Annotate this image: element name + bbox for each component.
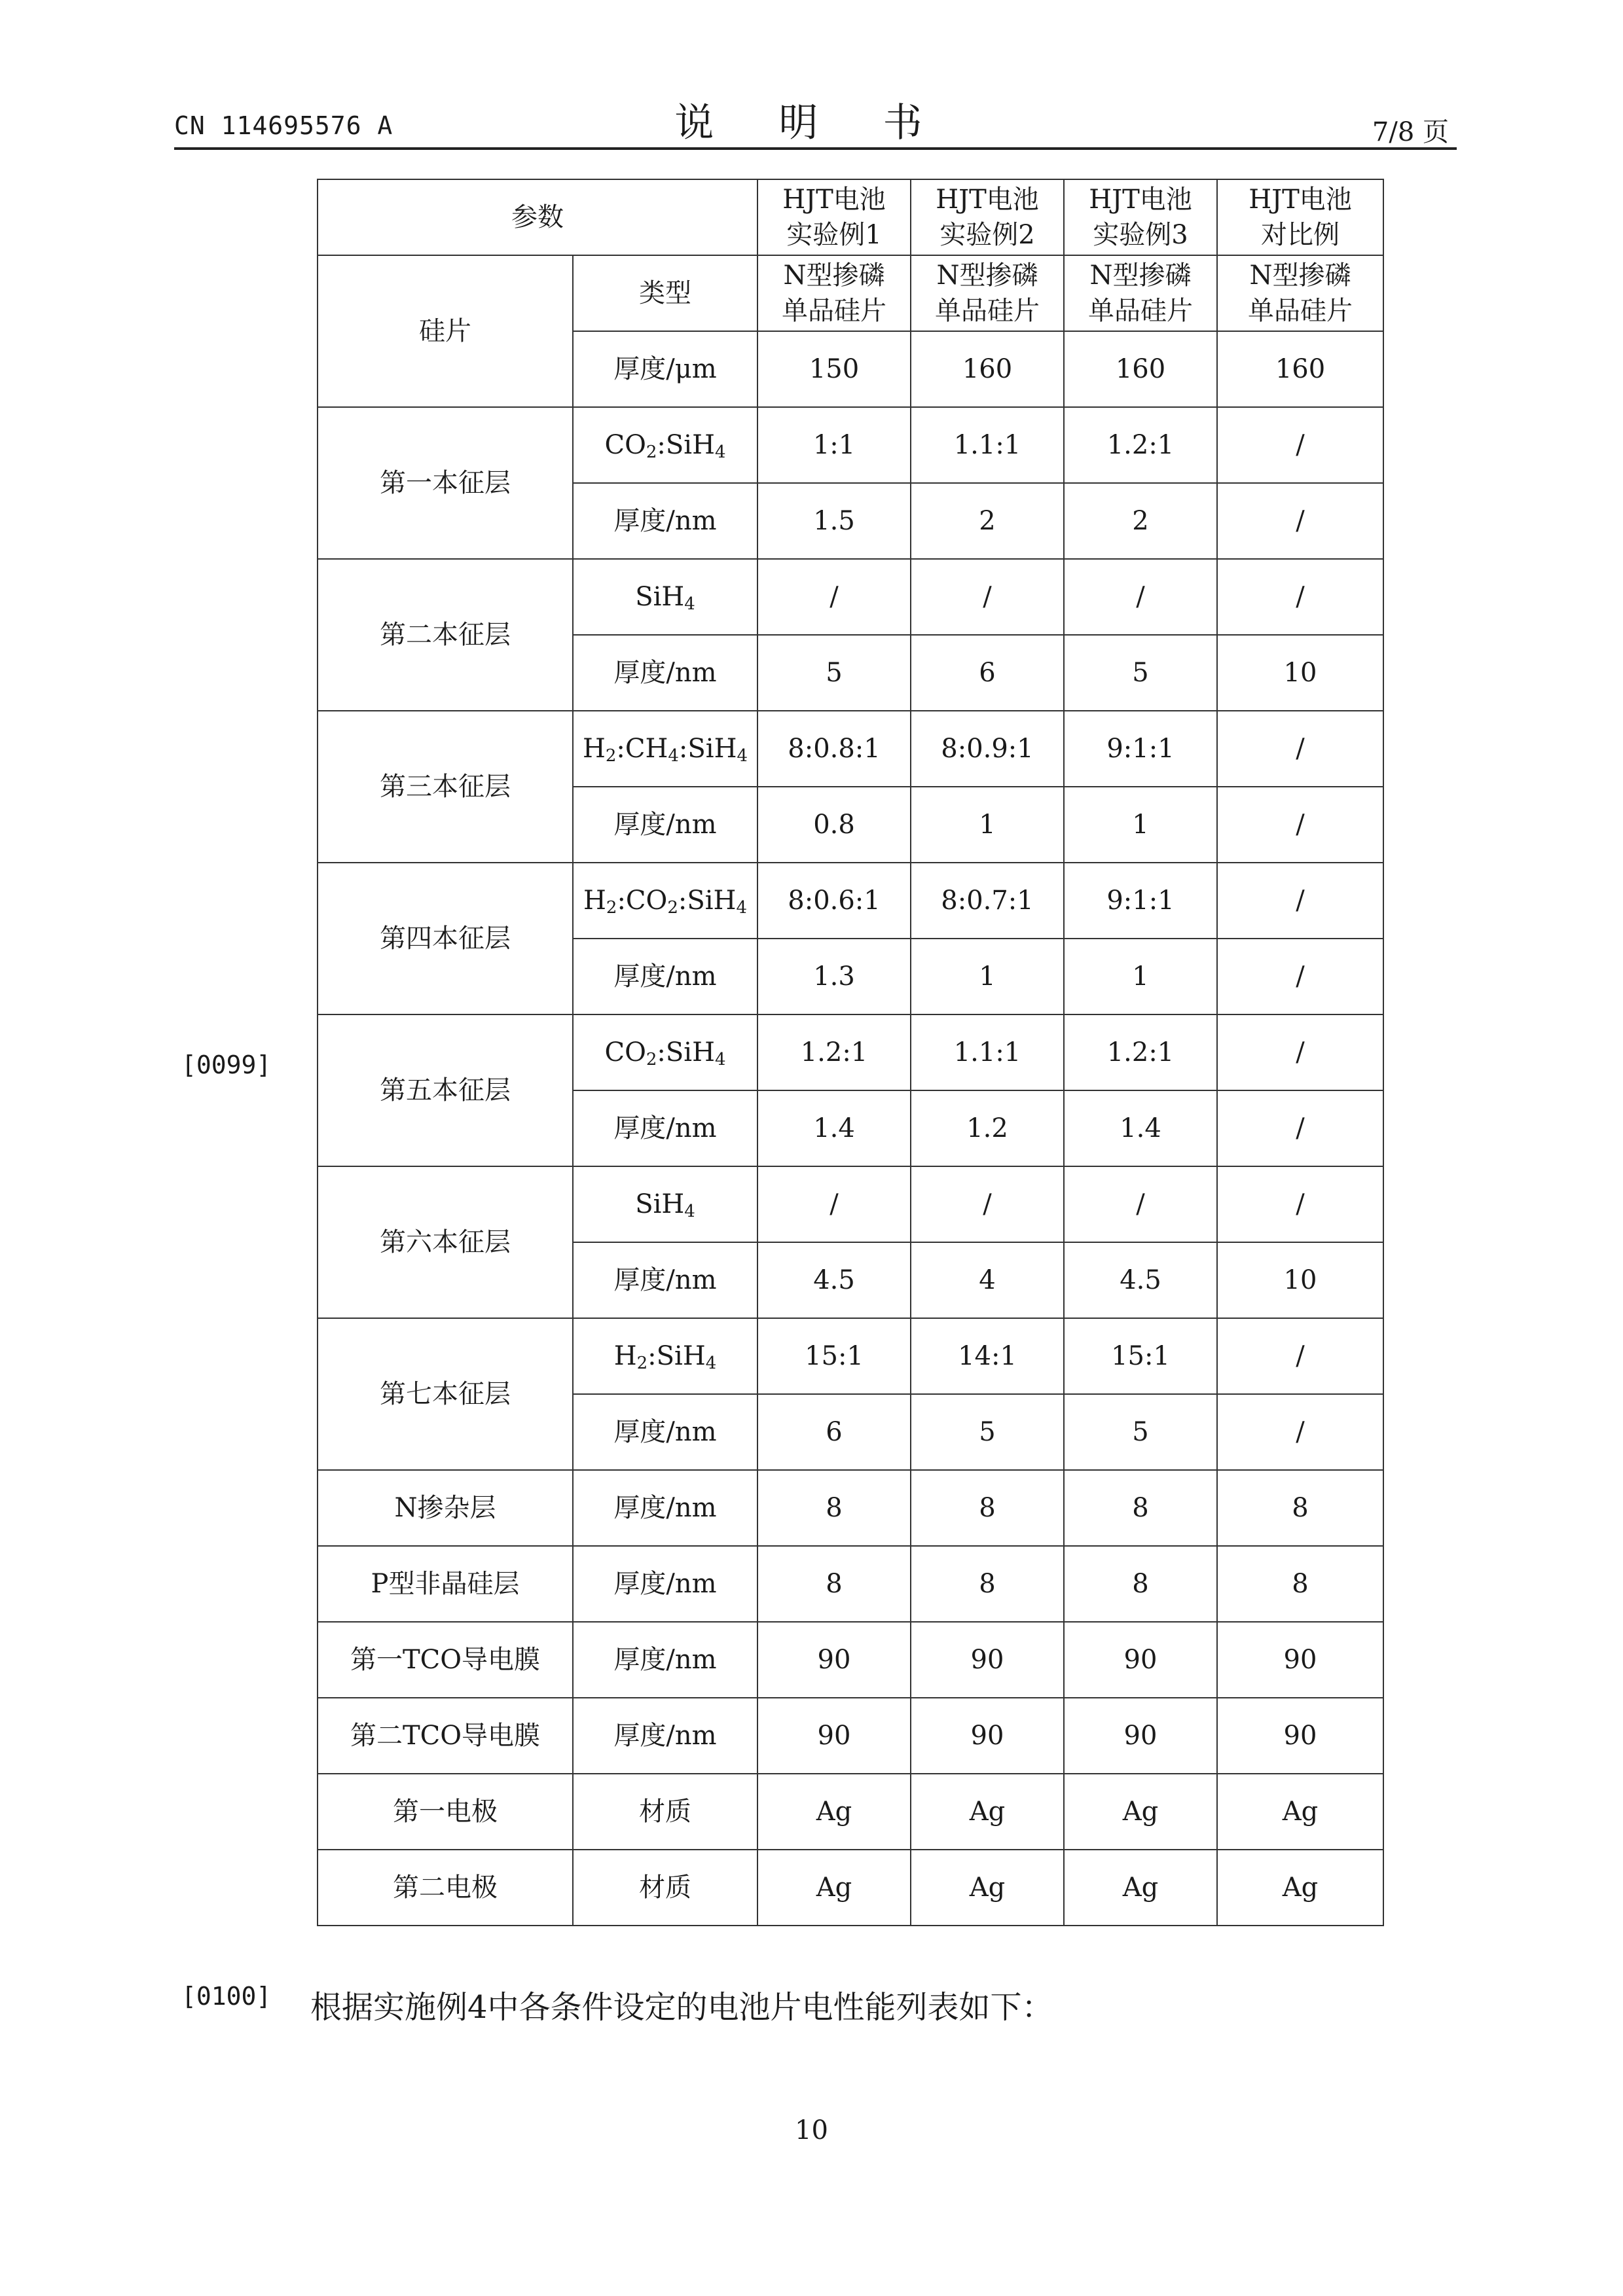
header-col4-line2: 对比例: [1261, 220, 1340, 250]
value-cell: 4: [911, 1242, 1064, 1318]
row-label-cell: 厚度/μm: [573, 331, 757, 407]
row-label-cell: 厚度/nm: [573, 1622, 757, 1698]
table-row: [318, 407, 1383, 483]
value-cell: /: [1217, 1394, 1383, 1470]
value-line: N型掺磷: [783, 260, 885, 291]
value-cell: 4.5: [757, 1242, 911, 1318]
row-label-cell: 厚度/nm: [573, 635, 757, 711]
row-label-cell: $CO_2:SiH_4$: [573, 407, 757, 483]
value-line: N型掺磷: [1089, 260, 1192, 291]
value-cell: 1.2: [911, 1090, 1064, 1166]
table-row: [318, 1166, 1383, 1242]
value-cell: 160: [1064, 331, 1217, 407]
value-cell: /: [1217, 483, 1383, 559]
table-row: [318, 1470, 1383, 1546]
header-col2: [911, 179, 1064, 255]
doc-number: CN 114695576 A: [174, 111, 393, 140]
header-rule: [174, 147, 1457, 150]
row-label-cell: 厚度/nm: [573, 1470, 757, 1546]
value-cell: 8: [911, 1470, 1064, 1546]
value-cell: /: [1217, 787, 1383, 863]
row-label-cell: 厚度/nm: [573, 1242, 757, 1318]
header-col1-line2: 实验例1: [786, 220, 882, 250]
row-label-cell: $H_2:CH_4:SiH_4$: [573, 711, 757, 787]
value-cell: 15:1: [757, 1318, 911, 1394]
value-cell: 1: [1064, 787, 1217, 863]
value-cell: /: [757, 559, 911, 635]
value-cell: 1.3: [757, 939, 911, 1014]
value-cell: 10: [1217, 635, 1383, 711]
value-cell: 90: [757, 1622, 911, 1698]
value-cell: 8:0.7:1: [911, 863, 1064, 939]
header-param: 参数: [318, 179, 757, 255]
group-name-cell: 第二本征层: [318, 559, 573, 711]
table-row: [318, 255, 1383, 331]
row-label-cell: $CO_2:SiH_4$: [573, 1014, 757, 1090]
value-cell: /: [1217, 559, 1383, 635]
value-cell: 160: [1217, 331, 1383, 407]
value-cell: /: [1217, 1166, 1383, 1242]
value-cell: /: [1217, 711, 1383, 787]
value-cell: /: [1217, 863, 1383, 939]
value-cell: /: [1217, 939, 1383, 1014]
table-row: [318, 559, 1383, 635]
row-label-cell: 厚度/nm: [573, 787, 757, 863]
header-col1-line1: HJT电池: [782, 185, 886, 215]
value-cell: 1.2:1: [1064, 1014, 1217, 1090]
table-row: [318, 1698, 1383, 1774]
row-label-cell: 厚度/nm: [573, 1546, 757, 1622]
value-cell: 1.1:1: [911, 1014, 1064, 1090]
value-cell: 8: [757, 1546, 911, 1622]
value-cell: /: [1064, 1166, 1217, 1242]
group-name-cell: 第五本征层: [318, 1014, 573, 1166]
value-cell: 15:1: [1064, 1318, 1217, 1394]
row-label-cell: SiH$_4$: [573, 1166, 757, 1242]
value-cell: Ag: [1064, 1774, 1217, 1850]
value-cell: /: [1217, 407, 1383, 483]
value-cell: /: [911, 1166, 1064, 1242]
row-label-cell: $H_2:CO_2:SiH_4$: [573, 863, 757, 939]
value-cell: Ag: [1064, 1850, 1217, 1926]
value-cell: [911, 255, 1064, 331]
header-col2-line2: 实验例2: [939, 220, 1035, 250]
value-cell: Ag: [911, 1850, 1064, 1926]
value-cell: 90: [911, 1698, 1064, 1774]
value-cell: 2: [911, 483, 1064, 559]
header-col3-line1: HJT电池: [1089, 185, 1192, 215]
value-cell: 9:1:1: [1064, 863, 1217, 939]
group-name-cell: 第二TCO导电膜: [318, 1698, 573, 1774]
page-of: 7/8 页: [1372, 117, 1449, 147]
value-cell: Ag: [1217, 1774, 1383, 1850]
group-name-cell: 第二电极: [318, 1850, 573, 1926]
value-cell: 90: [1064, 1622, 1217, 1698]
value-cell: 150: [757, 331, 911, 407]
row-label-cell: 类型: [573, 255, 757, 331]
header-col3-line2: 实验例3: [1093, 220, 1188, 250]
value-cell: /: [1064, 559, 1217, 635]
value-line: N型掺磷: [936, 260, 1038, 291]
value-cell: 6: [911, 635, 1064, 711]
value-cell: 160: [911, 331, 1064, 407]
value-cell: 8:0.9:1: [911, 711, 1064, 787]
group-name-cell: 第六本征层: [318, 1166, 573, 1318]
table-row: [318, 1318, 1383, 1394]
table-row: [318, 711, 1383, 787]
value-cell: 90: [1064, 1698, 1217, 1774]
value-cell: 1:1: [757, 407, 911, 483]
value-cell: 1.4: [1064, 1090, 1217, 1166]
value-cell: Ag: [757, 1774, 911, 1850]
row-label-cell: SiH$_4$: [573, 559, 757, 635]
value-cell: 90: [1217, 1698, 1383, 1774]
group-name-cell: 第四本征层: [318, 863, 573, 1014]
value-cell: 1.4: [757, 1090, 911, 1166]
value-line: 单品硅片: [1088, 296, 1193, 326]
group-name-cell: 第一本征层: [318, 407, 573, 559]
table-header-row: [318, 179, 1383, 255]
value-cell: [1217, 255, 1383, 331]
paragraph-number-0100: [0100]: [181, 1982, 272, 2011]
value-cell: 8: [1064, 1546, 1217, 1622]
row-label-cell: $H_2:SiH_4$: [573, 1318, 757, 1394]
value-cell: 1: [911, 939, 1064, 1014]
value-cell: 8: [911, 1546, 1064, 1622]
value-cell: 10: [1217, 1242, 1383, 1318]
group-name-cell: 第一TCO导电膜: [318, 1622, 573, 1698]
value-cell: /: [1217, 1318, 1383, 1394]
group-name-cell: N掺杂层: [318, 1470, 573, 1546]
value-cell: 1.2:1: [1064, 407, 1217, 483]
group-name-cell: P型非晶硅层: [318, 1546, 573, 1622]
table-row: [318, 1622, 1383, 1698]
value-cell: 8:0.6:1: [757, 863, 911, 939]
value-cell: Ag: [911, 1774, 1064, 1850]
value-cell: 6: [757, 1394, 911, 1470]
value-cell: 9:1:1: [1064, 711, 1217, 787]
value-line: N型掺磷: [1249, 260, 1351, 291]
value-cell: 5: [911, 1394, 1064, 1470]
value-cell: 5: [757, 635, 911, 711]
value-cell: 8: [757, 1470, 911, 1546]
value-cell: 8:0.8:1: [757, 711, 911, 787]
value-cell: /: [1217, 1090, 1383, 1166]
table-row: [318, 1774, 1383, 1850]
value-cell: 5: [1064, 1394, 1217, 1470]
table-row: [318, 1850, 1383, 1926]
value-cell: [757, 255, 911, 331]
parameter-table: [317, 179, 1384, 1926]
header-col4-line1: HJT电池: [1249, 185, 1352, 215]
group-name-cell: 硅片: [318, 255, 573, 407]
row-label-cell: 材质: [573, 1850, 757, 1926]
value-cell: /: [911, 559, 1064, 635]
header-col1: [757, 179, 911, 255]
value-cell: [1064, 255, 1217, 331]
group-name-cell: 第七本征层: [318, 1318, 573, 1470]
value-cell: 1: [911, 787, 1064, 863]
row-label-cell: 厚度/nm: [573, 1394, 757, 1470]
value-line: 单品硅片: [782, 296, 886, 326]
value-cell: 2: [1064, 483, 1217, 559]
value-cell: /: [757, 1166, 911, 1242]
value-cell: 14:1: [911, 1318, 1064, 1394]
value-cell: 8: [1217, 1546, 1383, 1622]
value-cell: 4.5: [1064, 1242, 1217, 1318]
value-cell: 5: [1064, 635, 1217, 711]
paragraph-text-0100: 根据实施例4中各条件设定的电池片电性能列表如下：: [310, 1989, 1053, 2026]
row-label-cell: 厚度/nm: [573, 1698, 757, 1774]
value-cell: 8: [1064, 1470, 1217, 1546]
value-cell: 90: [757, 1698, 911, 1774]
paragraph-number-0099: [0099]: [181, 1050, 272, 1079]
row-label-cell: 厚度/nm: [573, 939, 757, 1014]
value-cell: /: [1217, 1014, 1383, 1090]
value-cell: 8: [1217, 1470, 1383, 1546]
value-cell: 1.5: [757, 483, 911, 559]
row-label-cell: 材质: [573, 1774, 757, 1850]
value-line: 单品硅片: [1248, 296, 1353, 326]
row-label-cell: 厚度/nm: [573, 483, 757, 559]
value-line: 单品硅片: [935, 296, 1040, 326]
value-cell: Ag: [1217, 1850, 1383, 1926]
page-number: 10: [795, 2115, 828, 2145]
value-cell: Ag: [757, 1850, 911, 1926]
table-row: [318, 1546, 1383, 1622]
header-col4: [1217, 179, 1383, 255]
value-cell: 1.1:1: [911, 407, 1064, 483]
value-cell: 90: [1217, 1622, 1383, 1698]
header-col2-line1: HJT电池: [936, 185, 1039, 215]
table-row: [318, 1014, 1383, 1090]
value-cell: 1: [1064, 939, 1217, 1014]
doc-title: 说 明 书: [674, 100, 949, 146]
table-row: [318, 863, 1383, 939]
group-name-cell: 第一电极: [318, 1774, 573, 1850]
value-cell: 1.2:1: [757, 1014, 911, 1090]
value-cell: 0.8: [757, 787, 911, 863]
header-col3: [1064, 179, 1217, 255]
value-cell: 90: [911, 1622, 1064, 1698]
row-label-cell: 厚度/nm: [573, 1090, 757, 1166]
group-name-cell: 第三本征层: [318, 711, 573, 863]
